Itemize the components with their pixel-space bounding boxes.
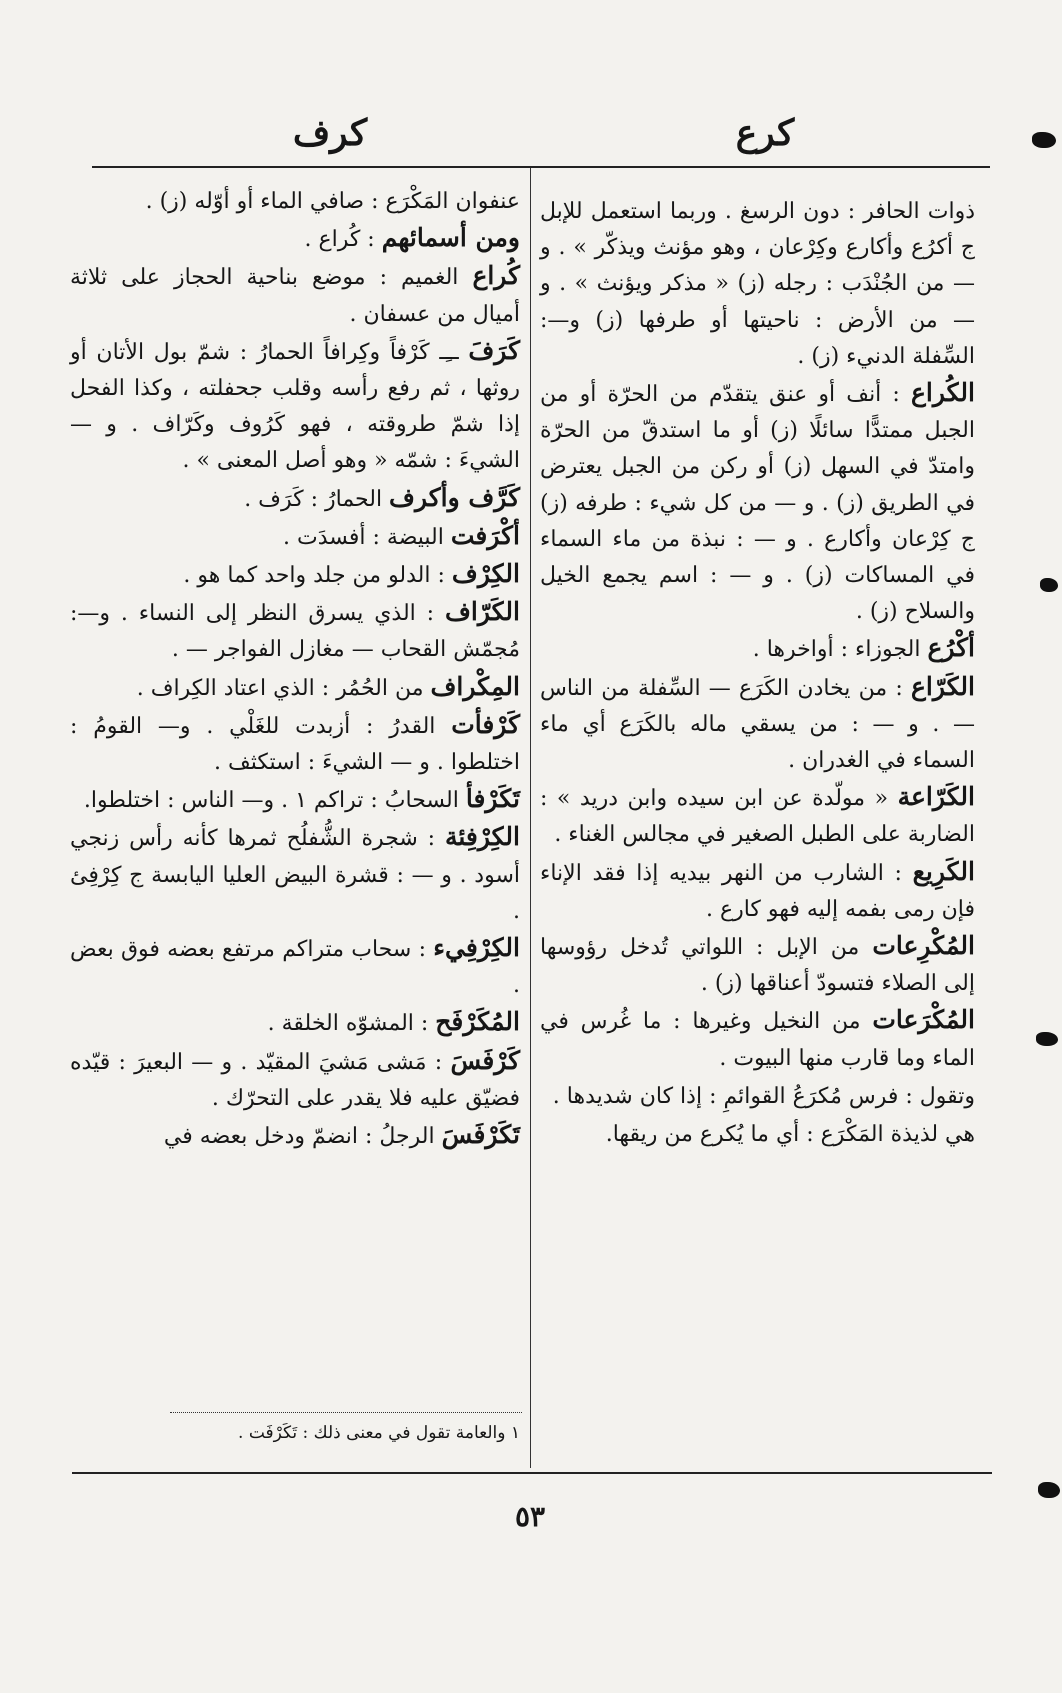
entry-definition: الجوزاء : أواخرها . (752, 637, 928, 663)
dictionary-entry (540, 1002, 975, 1076)
footnote (70, 1420, 520, 1446)
entry-headword: المُكْرَعات (872, 1005, 975, 1035)
entry-headword: أكْرُع (927, 633, 975, 663)
scan-edge-mark (1032, 132, 1056, 148)
entry-definition: من الإبل : اللواتي تُدخل رؤوسها إلى الصلاء فتسودّ أعناقها (ز) . (540, 935, 975, 997)
entry-headword: الكِرْفِئة (444, 822, 520, 852)
entry-definition: من النخيل وغيرها : ما غُرس في الماء وما قارب منها البيوت . (540, 1009, 975, 1071)
entry-definition: وتقول : فرس مُكرَعُ القوائمِ : إذا كان شديدها . (552, 1083, 975, 1109)
header-rule (92, 166, 990, 168)
entry-headword: كَرْفأت (451, 709, 520, 739)
entry-definition: : سحاب متراكم مرتفع بعضه فوق بعض . (70, 937, 520, 999)
entry-definition: البيضة : أفسدَت . (283, 524, 451, 550)
entry-headword: المِكْراف (430, 671, 520, 701)
dictionary-entry (70, 819, 520, 930)
entry-headword: كُراع (472, 261, 520, 291)
dictionary-entry (70, 333, 520, 480)
entry-headword: المُكْرِعات (872, 931, 975, 961)
entry-definition: : مَشى مَشيَ المقيّد . و — البعيرَ : قيّده فضيّق عليه فلا يقدر على التحرّك . (70, 1049, 520, 1111)
entry-definition: : أنف أو عنق يتقدّم من الحرّة أو من الجبل ممتدًّا سائلًا (ز) أو ما استدقّ من الحرّة وامتدّ في السهل (ز) أو ركن من الجبل يعترض في الطريق (ز) . و — من كل شيء : طرفه (ز) ج كِرْعان وأكارع . و — : نبذة من ماء السماء في المساكات (ز) . و — : اسم يجمع الخيل والسلاح (ز) . (540, 382, 975, 625)
dictionary-entry (70, 1043, 520, 1117)
dictionary-entry (70, 781, 520, 819)
entry-definition: الغميم : موضع بناحية الحجاز على ثلاثة أميال من عسفان . (70, 265, 520, 327)
scan-edge-mark (1040, 578, 1058, 592)
entry-definition: : المشوّه الخلقة . (267, 1011, 436, 1037)
entry-definition: : الذي يسرق النظر إلى النساء . و—: مُجمّش القحاب — مغازل الفواجر — . (70, 601, 520, 663)
dictionary-entry (70, 1117, 520, 1155)
entry-definition: الرجلُ : انضمّ ودخل بعضه في (163, 1124, 442, 1150)
column-divider (530, 168, 531, 1468)
dictionary-entry (70, 930, 520, 1004)
entry-definition: : شجرة الشُّفلُح ثمرها كأنه رأس زنجي أسود . و — : قشرة البيض العليا اليابسة ج كِرْفِئ . (70, 826, 520, 924)
entry-definition: هي لذيذة المَكْرَع : أي ما يُكرع من ريقها. (605, 1122, 975, 1148)
entry-headword: الكَرّاعة (897, 782, 975, 812)
scan-edge-mark (1036, 1032, 1058, 1046)
entry-headword: الكَرِيع (912, 856, 975, 886)
entry-headword: الكَرّاع (910, 671, 975, 701)
right-column (540, 192, 975, 1153)
entry-definition: عنفوان المَكْرَع : صافي الماء أو أوّله (ز) . (145, 189, 520, 214)
dictionary-entry (70, 480, 520, 518)
dictionary-entry (540, 1115, 975, 1153)
dictionary-entry (540, 928, 975, 1002)
running-head-left: كرف (292, 112, 368, 154)
entry-headword: الكِرْفِيء (433, 933, 520, 963)
entry-headword: الكِرْف (451, 559, 520, 589)
entry-headword: ومن أسمائهم (381, 223, 520, 253)
entry-definition: من الحُمُر : الذي اعتاد الكِراف . (136, 675, 431, 701)
dictionary-entry (70, 669, 520, 707)
dictionary-entry (70, 220, 520, 258)
entry-headword: أكْرَفت (450, 520, 520, 550)
dictionary-entry (540, 375, 975, 630)
entry-definition: ذوات الحافر : دون الرسغ . وربما استعمل للإبل ج أكرُع وأكارع وكِرْعان ، وهو مؤنث ويذكّر » . و — من الجُنْدَب : رجله (ز) « مذكر ويؤنث » . و — من الأرض : ناحيتها أو طرفها (ز) و—: السِّفلة الدنيء (ز) . (540, 199, 975, 369)
entry-headword: كَرَّف وأكرف (389, 482, 520, 512)
entry-headword: المُكَرْفَح (435, 1007, 520, 1037)
entry-definition: : من يخادن الكَرَع — السِّفلة من الناس — . و — : من يسقي ماله بالكَرَع أي ماء السماء في الغدران . (540, 675, 975, 774)
scan-edge-mark (1038, 1482, 1060, 1498)
entry-definition: السحابُ : تراكم ١ . و— الناس : اختلطوا. (83, 788, 466, 814)
dictionary-entry (540, 1077, 975, 1115)
dictionary-entry (540, 669, 975, 780)
entry-definition: : كُراع . (304, 227, 382, 253)
page-number: ٥٣ (514, 1500, 546, 1533)
footnote-text: والعامة تقول في معنى ذلك : تَكَرْفَت . (238, 1423, 506, 1443)
entry-headword: تَكَرْفأ (465, 784, 520, 814)
footnote-number: ١ (510, 1423, 520, 1443)
entry-definition: : الدلو من جلد واحد كما هو . (183, 563, 452, 589)
dictionary-entry (70, 1004, 520, 1042)
dictionary-entry (540, 630, 975, 668)
entry-definition: « مولّدة عن ابن سيده وابن دريد » : الضاربة على الطبل الصغير في مجالس الغناء . (540, 786, 975, 848)
entry-definition: القدرُ : أزبدت للغَلْي . و— القومُ : اختلطوا . و — الشيءَ : استكثف . (70, 713, 520, 776)
dictionary-entry (70, 594, 520, 668)
dictionary-entry (540, 779, 975, 853)
dictionary-entry (70, 258, 520, 332)
dictionary-entry (70, 518, 520, 556)
entry-headword: الكُراع (910, 378, 975, 408)
entry-definition: الحمارُ : كَرَف . (244, 486, 390, 512)
entry-headword: الكَرّاف (444, 597, 520, 627)
running-head-right: كرع (735, 112, 795, 154)
left-column (70, 182, 520, 1155)
dictionary-entry (70, 556, 520, 594)
entry-headword: تَكَرْفَسَ (441, 1120, 520, 1150)
dictionary-entry (540, 854, 975, 928)
footer-rule (72, 1472, 992, 1474)
dictionary-entry (540, 192, 975, 375)
footnote-rule (170, 1412, 522, 1413)
entry-definition: ــِـ كَرْفاً وكِرافاً الحمارُ : شمّ بول الأتان أو روثها ، ثم رفع رأسه وقلب جحفلته ، وكذا الفحل إذا شمّ طروقته ، فهو كَرُوف وكَرّاف . و — الشيءَ : شمّه « وهو أصل المعنى » . (70, 339, 520, 474)
entry-headword: كَرْفَسَ (450, 1045, 520, 1075)
entry-definition: : الشارب من النهر بيديه إذا فقد الإناء فإن رمى بفمه إليه فهو كارع . (540, 860, 975, 922)
dictionary-entry (70, 182, 520, 220)
entry-headword: كَرَفَ (468, 335, 520, 365)
dictionary-entry (70, 707, 520, 781)
